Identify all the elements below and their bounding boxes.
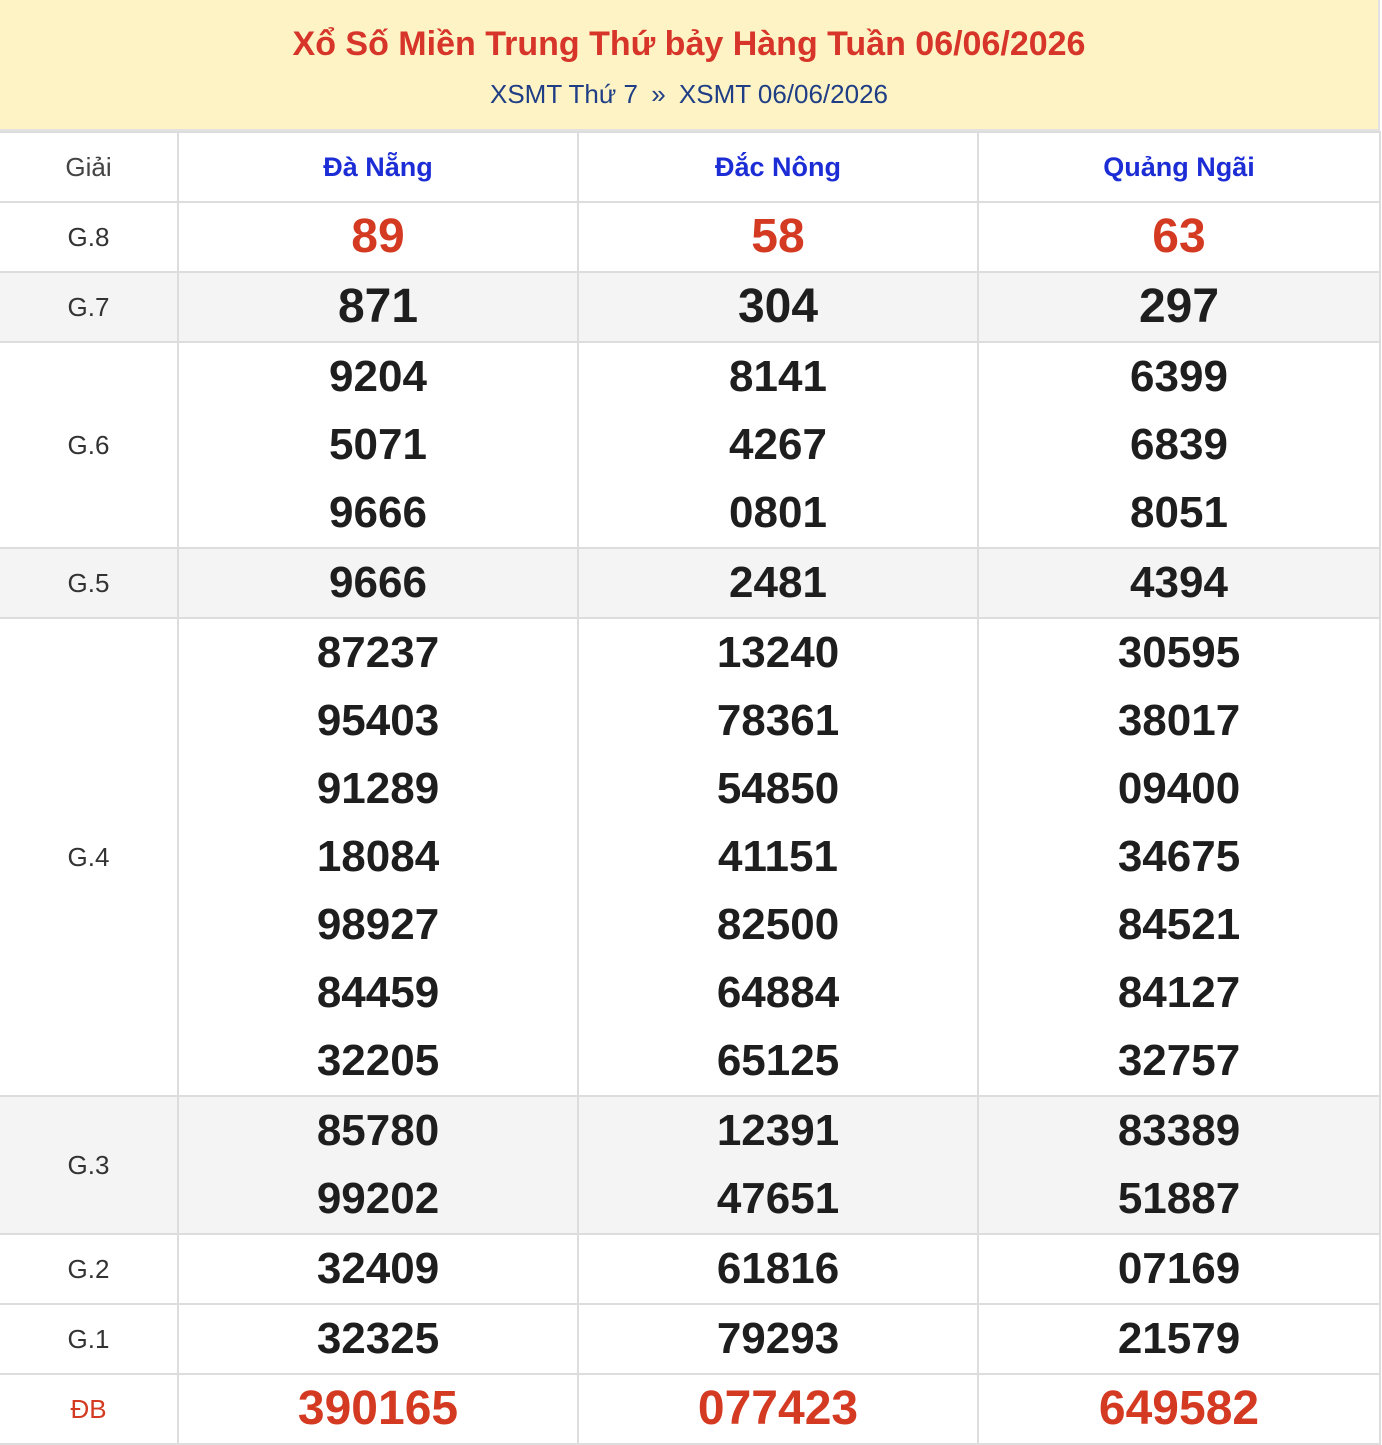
result-number: 61816: [716, 1244, 840, 1293]
result-cell: [578, 1304, 978, 1374]
result-cell: [178, 618, 578, 1096]
result-number: 64884: [716, 968, 840, 1017]
breadcrumb: [0, 78, 1378, 110]
result-cell: [578, 342, 978, 548]
prize-column-header: Giải: [0, 132, 178, 202]
table-row: [0, 1096, 1380, 1234]
result-cell: [978, 1234, 1380, 1304]
result-cell: [178, 202, 578, 272]
special-prize-number: 077423: [697, 1382, 859, 1435]
result-number: 47651: [716, 1174, 840, 1223]
prize-label: ĐB: [0, 1374, 178, 1444]
result-number: 21579: [1117, 1314, 1241, 1363]
result-number: 41151: [718, 832, 838, 881]
result-number: 4394: [1130, 558, 1228, 607]
table-row: [0, 1234, 1380, 1304]
breadcrumb-link-date[interactable]: XSMT 06/06/2026: [678, 79, 888, 109]
prize-label: G.8: [0, 202, 178, 272]
result-number: 84521: [1117, 900, 1241, 949]
result-number: 09400: [1117, 764, 1241, 813]
table-row: [0, 548, 1380, 618]
table-row: [0, 272, 1380, 342]
result-number: 78361: [716, 696, 840, 745]
result-number: 2481: [729, 558, 827, 607]
province-header[interactable]: Đắc Nông: [578, 132, 978, 202]
table-row: [0, 342, 1380, 548]
result-number: 82500: [716, 900, 840, 949]
result-number: 32325: [316, 1314, 440, 1363]
result-cell: [978, 202, 1380, 272]
result-number: 34675: [1117, 832, 1241, 881]
result-number: 51887: [1117, 1174, 1241, 1223]
prize-label: G.2: [0, 1234, 178, 1304]
result-number: 07169: [1117, 1244, 1241, 1293]
result-cell: [178, 272, 578, 342]
result-cell: [578, 1234, 978, 1304]
result-cell: [178, 342, 578, 548]
result-number: 9666: [329, 558, 427, 607]
result-cell: [178, 1096, 578, 1234]
table-header-row: [0, 132, 1380, 202]
result-number: 58: [751, 210, 805, 263]
prize-label: G.4: [0, 618, 178, 1096]
result-cell: [578, 202, 978, 272]
result-cell: [978, 342, 1380, 548]
result-cell: [178, 548, 578, 618]
result-number: 6399: [1130, 352, 1228, 401]
result-number: 8051: [1130, 488, 1228, 537]
result-cell: [578, 548, 978, 618]
result-cell: [578, 1096, 978, 1234]
result-number: 13240: [716, 628, 840, 677]
results-table: [0, 131, 1381, 1445]
result-number: 89: [351, 210, 405, 263]
result-number: 54850: [716, 764, 840, 813]
result-number: 87237: [316, 628, 440, 677]
result-cell: [178, 1234, 578, 1304]
result-cell: [978, 272, 1380, 342]
result-cell: [578, 618, 978, 1096]
prize-label: G.7: [0, 272, 178, 342]
result-cell: [978, 1096, 1380, 1234]
breadcrumb-separator: »: [651, 79, 666, 109]
result-number: 32205: [316, 1036, 440, 1085]
result-cell: [978, 618, 1380, 1096]
result-number: 85780: [316, 1106, 440, 1155]
result-number: 95403: [316, 696, 440, 745]
page-header: [0, 0, 1380, 131]
prize-label: G.5: [0, 548, 178, 618]
result-number: 65125: [716, 1036, 840, 1085]
result-number: 38017: [1117, 696, 1241, 745]
special-prize-number: 649582: [1098, 1382, 1260, 1435]
table-row: [0, 202, 1380, 272]
result-number: 32757: [1117, 1036, 1241, 1085]
result-number: 63: [1152, 210, 1206, 263]
result-number: 6839: [1130, 420, 1228, 469]
result-number: 84127: [1117, 968, 1241, 1017]
prize-label: G.3: [0, 1096, 178, 1234]
result-number: 297: [1138, 280, 1220, 333]
page-title: Xổ Số Miền Trung Thứ bảy Hàng Tuần 06/06/2026: [292, 25, 1086, 63]
result-number: 12391: [716, 1106, 840, 1155]
result-number: 8141: [729, 352, 827, 401]
result-number: 84459: [316, 968, 440, 1017]
result-number: 4267: [729, 420, 827, 469]
result-number: 0801: [729, 488, 827, 537]
result-number: 32409: [316, 1244, 440, 1293]
result-number: 5071: [329, 420, 427, 469]
prize-label: G.6: [0, 342, 178, 548]
result-number: 304: [737, 280, 819, 333]
result-number: 9666: [329, 488, 427, 537]
results-body: [0, 202, 1380, 1444]
result-number: 98927: [316, 900, 440, 949]
result-number: 91289: [316, 764, 440, 813]
result-cell: [978, 548, 1380, 618]
breadcrumb-link-weekday[interactable]: XSMT Thứ 7: [490, 79, 638, 109]
result-number: 83389: [1117, 1106, 1241, 1155]
table-row: [0, 618, 1380, 1096]
result-number: 79293: [716, 1314, 840, 1363]
result-cell: [578, 272, 978, 342]
special-prize-number: 390165: [297, 1382, 459, 1435]
result-number: 9204: [329, 352, 427, 401]
province-header[interactable]: Quảng Ngãi: [978, 132, 1380, 202]
result-cell: [978, 1304, 1380, 1374]
result-number: 99202: [316, 1174, 440, 1223]
table-row: [0, 1304, 1380, 1374]
prize-label: G.1: [0, 1304, 178, 1374]
province-header[interactable]: Đà Nẵng: [178, 132, 578, 202]
result-number: 871: [337, 280, 419, 333]
result-number: 18084: [316, 832, 440, 881]
result-number: 30595: [1117, 628, 1241, 677]
result-cell: [178, 1304, 578, 1374]
